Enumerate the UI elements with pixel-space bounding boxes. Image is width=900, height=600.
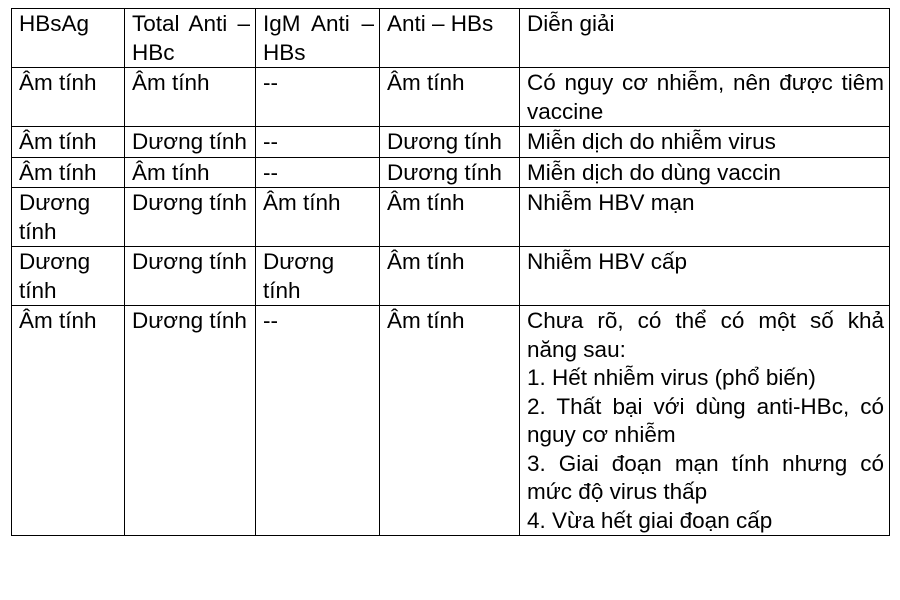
header-interpretation: Diễn giải [520, 9, 890, 68]
interpretation-item: 3. Giai đoạn mạn tính nhưng có mức độ virus thấp [527, 450, 884, 504]
table-row [12, 127, 890, 158]
header-row [12, 9, 890, 68]
cell-anti-hbs: Âm tính [380, 247, 520, 306]
cell-interpretation: Miễn dịch do dùng vaccin [520, 157, 890, 188]
interpretation-item: 4. Vừa hết giai đoạn cấp [527, 507, 773, 533]
cell-total-anti-hbc: Dương tính [125, 306, 256, 536]
header-anti-hbs: Anti – HBs [380, 9, 520, 68]
cell-interpretation: Có nguy cơ nhiễm, nên được tiêm vaccine [520, 68, 890, 127]
table-row [12, 188, 890, 247]
interpretation-intro: Chưa rõ, có thể có một số khả năng sau: [527, 308, 884, 362]
cell-hbsag: Âm tính [12, 157, 125, 188]
cell-anti-hbs: Âm tính [380, 68, 520, 127]
cell-hbsag: Âm tính [12, 306, 125, 536]
cell-igm-anti-hbs: -- [256, 306, 380, 536]
interpretation-item: 1. Hết nhiễm virus (phổ biến) [527, 365, 816, 390]
cell-total-anti-hbc: Âm tính [125, 68, 256, 127]
cell-anti-hbs: Âm tính [380, 188, 520, 247]
table-row [12, 157, 890, 188]
cell-hbsag: Âm tính [12, 127, 125, 158]
header-total-anti-hbc: Total Anti – HBc [125, 9, 256, 68]
cell-hbsag: Âm tính [12, 68, 125, 127]
cell-total-anti-hbc: Âm tính [125, 157, 256, 188]
interpretation-item: 2. Thất bại với dùng anti-HBc, có nguy cơ nhiễm [527, 393, 884, 447]
cell-igm-anti-hbs: -- [256, 157, 380, 188]
cell-total-anti-hbc: Dương tính [125, 247, 256, 306]
table-row [12, 247, 890, 306]
table-row [12, 68, 890, 127]
cell-igm-anti-hbs: -- [256, 127, 380, 158]
hbv-serology-table [11, 8, 890, 536]
cell-igm-anti-hbs: Dương tính [256, 247, 380, 306]
cell-anti-hbs: Âm tính [380, 306, 520, 536]
cell-anti-hbs: Dương tính [380, 157, 520, 188]
cell-igm-anti-hbs: Âm tính [256, 188, 380, 247]
cell-interpretation [520, 306, 890, 536]
header-hbsag: HBsAg [12, 9, 125, 68]
cell-total-anti-hbc: Dương tính [125, 127, 256, 158]
cell-interpretation: Miễn dịch do nhiễm virus [520, 127, 890, 158]
cell-interpretation: Nhiễm HBV mạn [520, 188, 890, 247]
table-row [12, 306, 890, 536]
cell-total-anti-hbc: Dương tính [125, 188, 256, 247]
cell-hbsag: Dương tính [12, 247, 125, 306]
cell-interpretation: Nhiễm HBV cấp [520, 247, 890, 306]
cell-anti-hbs: Dương tính [380, 127, 520, 158]
cell-hbsag: Dương tính [12, 188, 125, 247]
header-igm-anti-hbs: IgM Anti – HBs [256, 9, 380, 68]
cell-igm-anti-hbs: -- [256, 68, 380, 127]
